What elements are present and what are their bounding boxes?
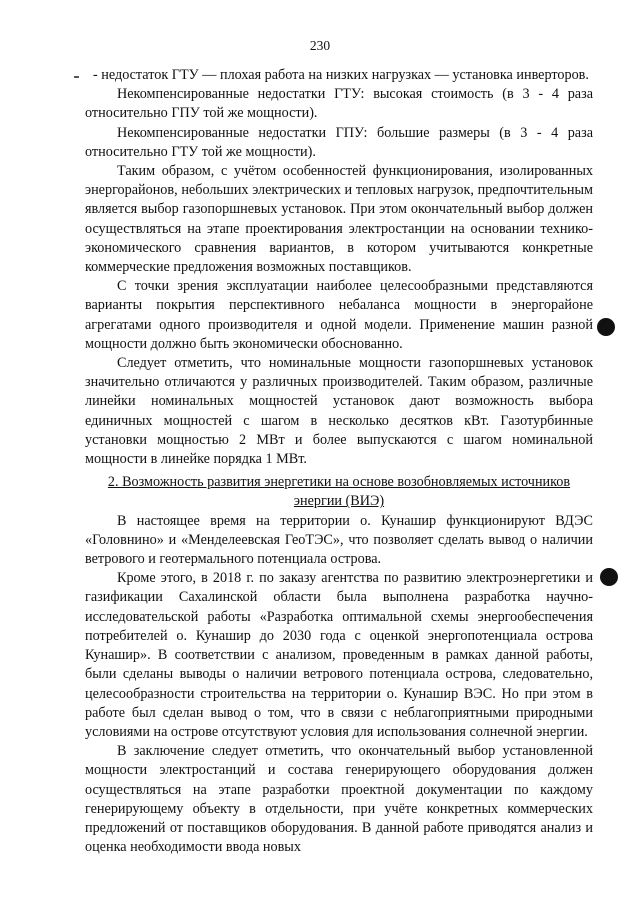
page-number: 230 [309, 38, 331, 53]
paragraph-kunashir-plants: В настоящее время на территории о. Кунашир функционируют ВДЭС «Головнино» и «Менделеевская ГеоТЭС», что позволяет сделать вывод о наличии ветрового и геотермального потенциала острова. [85, 512, 593, 568]
paragraph-operation: С точки зрения эксплуатации наиболее целесообразными представляются варианты покрытия перспективного небаланса мощности в энергорайоне агрегатами одного производителя и одной модели. Применение машин разной мощности должно быть экономически обоснованно. [85, 278, 593, 352]
paragraph-gpu-uncompensated: Некомпенсированные недостатки ГПУ: большие размеры (в 3 - 4 раза относительно ГТУ той же мощности). [85, 124, 593, 160]
scan-mark [74, 76, 79, 78]
paragraph-final-conclusion: В заключение следует отметить, что окончательный выбор установленной мощности электростанций и состава генерирующего оборудования должен осуществляться на этапе разработки проектной документации по каждому генерирующему объекту в отдельности, при учёте конкретных коммерческих предложений от поставщиков оборудования. В данной работе приводятся анализ и оценка необходимости ввода новых [85, 743, 593, 856]
paragraph-conclusion-gpu: Таким образом, с учётом особенностей функционирования, изолированных энергорайонов, небольших электрических и тепловых нагрузок, предпочтительным является выбор газопоршневых установок. При этом окончательный выбор должен осуществляться на этапе проектирования электростанции на основании технико-экономического сравнения вариантов, в котором учитываются конкретные коммерческие предложения возможных поставщиков. [85, 163, 593, 276]
page-body [85, 66, 593, 857]
paragraph-nominal-power: Следует отметить, что номинальные мощности газопоршневых установок значительно отличаются у различных производителей. Таким образом, различные линейки номинальных мощностей установок дают возможность выбора единичных мощностей с шагом в несколько десятков кВт. Газотурбинные установки мощностью 2 МВт и более выпускаются с шагом номинальной мощности в линейке порядка 1 МВт. [85, 355, 593, 468]
paragraph-gtu-uncompensated: Некомпенсированные недостатки ГТУ: высокая стоимость (в 3 - 4 раза относительно ГПУ той же мощности). [85, 86, 593, 122]
punch-hole-mark [597, 318, 615, 336]
punch-hole-mark [600, 568, 618, 586]
paragraph-research-2018: Кроме этого, в 2018 г. по заказу агентства по развитию электроэнергетики и газификации Сахалинской области была выполнена разработка научно-исследовательской работы «Разработка оптимальной схемы энергообеспечения потребителей о. Кунашир до 2030 года с оценкой энергопотенциала острова Кунашир». В соответствии с анализом, проведенным в рамках данной работы, были сделаны выводы о наличии ветрового потенциала острова, следовательно, целесообразности строительства на территории о. Кунашир ВЭС. Но при этом в работе был сделан вывод о том, что в связи с неблагоприятными природными условиями на острове отсутствуют условия для использования солнечной энергии. [85, 570, 593, 740]
paragraph-gtu-drawback: - недостаток ГТУ — плохая работа на низких нагрузках — установка инверторов. [93, 67, 589, 83]
section-heading: 2. Возможность развития энергетики на основе возобновляемых источников энергии (ВИЭ) [107, 474, 571, 510]
